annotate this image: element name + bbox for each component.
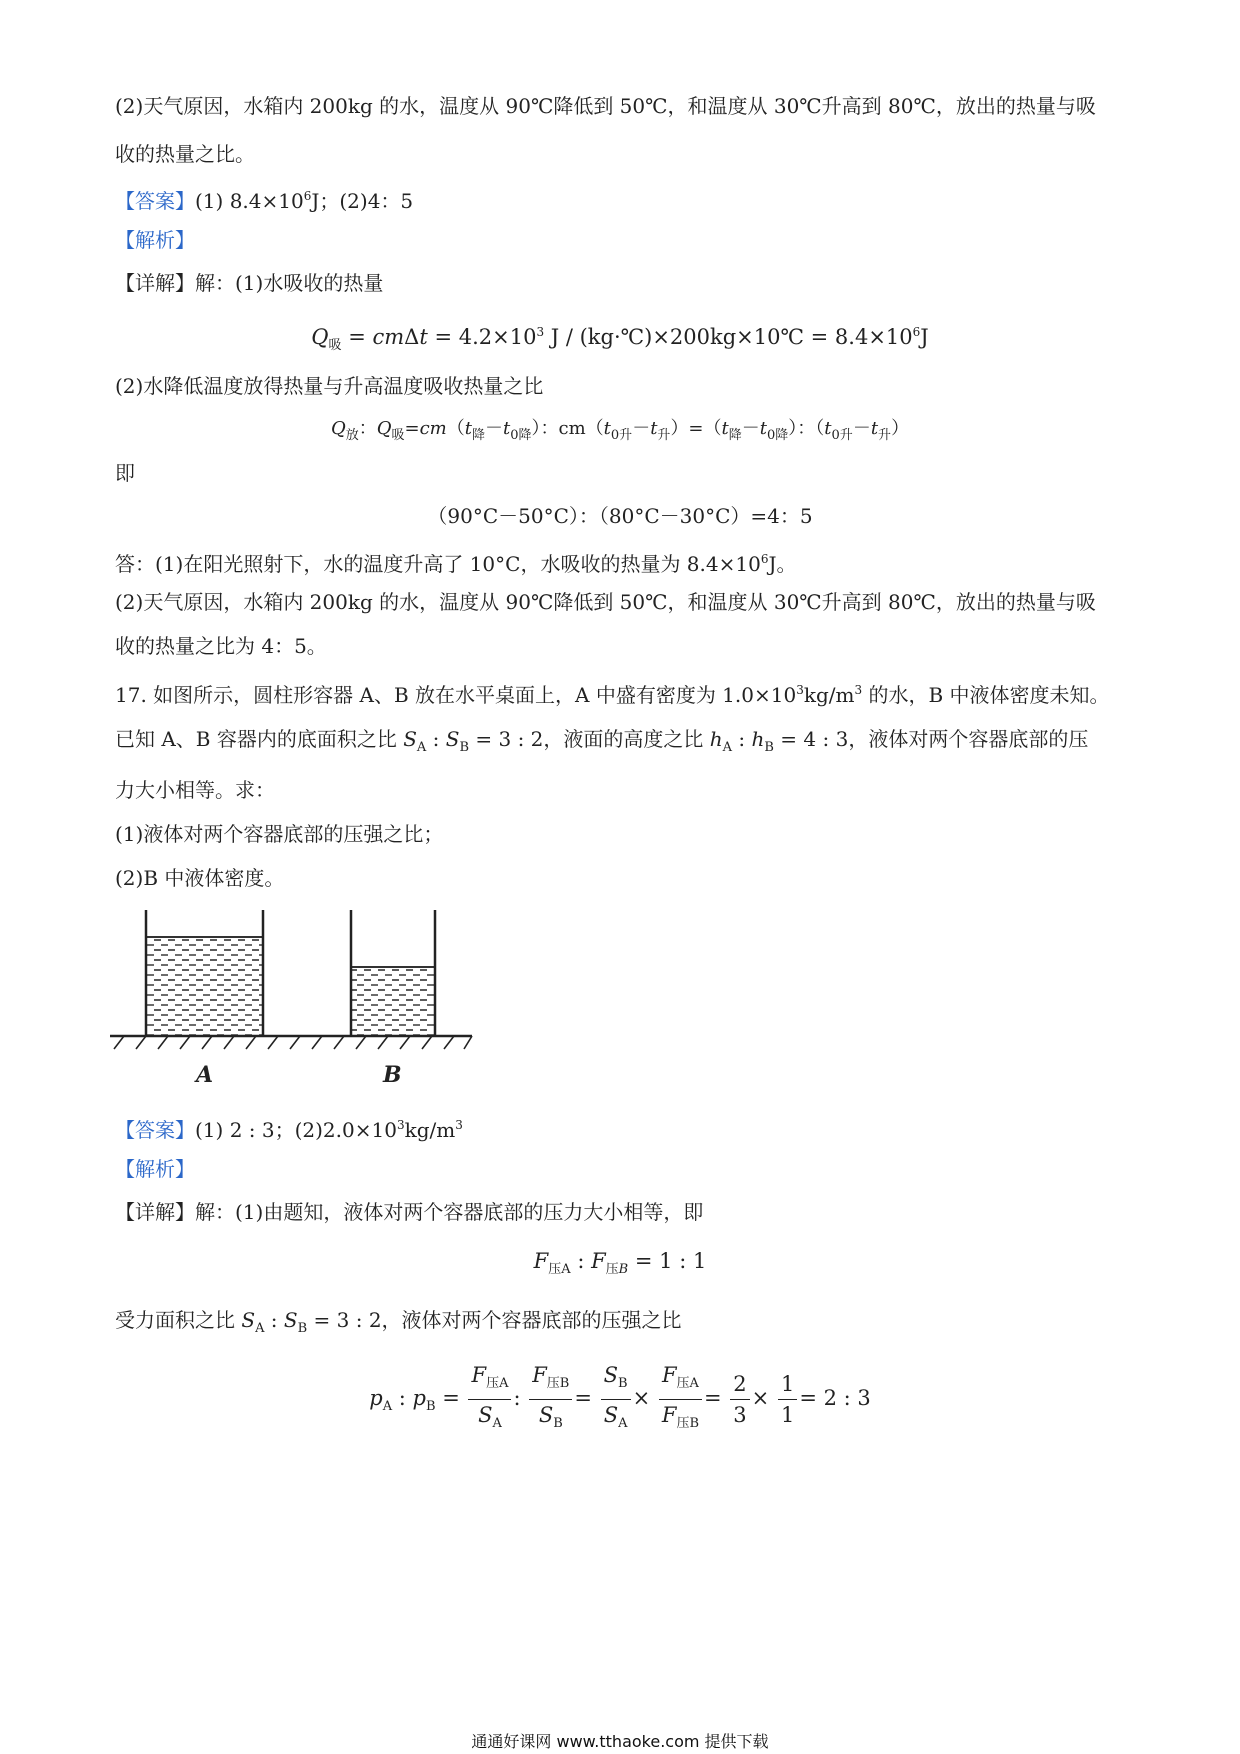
conclusion-16-part2-line2: 收的热量之比为 4：5。 [115, 634, 327, 658]
label-b: B [383, 1062, 402, 1088]
container-a [146, 910, 263, 1036]
detail-16 [115, 269, 383, 297]
ji-label: 即 [115, 461, 135, 485]
q17-line1: 17. 如图所示，圆柱形容器 A、B 放在水平桌面上，A 中盛有密度为 $1.0\times 10^3kg/m^3$ 的水，B 中液体密度未知。 [115, 683, 1110, 707]
equation-force-ratio: $F_{压A}$ : $F_{压B} = 1$ : 1 [533, 1249, 707, 1277]
container-b [351, 910, 435, 1036]
detail-intro-17: 解：(1)由题知，液体对两个容器底部的压力大小相等，即 [195, 1200, 704, 1224]
answer-16 [115, 182, 413, 215]
detail-tag: 【详解】 [115, 271, 195, 295]
q17-part1: (1)液体对两个容器底部的压强之比； [115, 822, 444, 846]
equation-numeric-ratio: （90°C－50°C）：（80°C－30°C）=4：5 [427, 504, 813, 528]
footer: 通通好课网 www.tthaoke.com 提供下载 [471, 1732, 769, 1751]
ground-hatching [110, 1036, 472, 1049]
equation-heat-ratio: $Q_放$：$Q_吸=cm(t_降-t_{0降})$：$cm(t_{0升}-t_升)=(t_降-t_{0降})$：$(t_{0升}-t_升)$ [330, 418, 910, 443]
q16-part2-line1: (2)天气原因，水箱内 200kg 的水，温度从 90℃降低到 50℃，和温度从 30℃升高到 80℃，放出的热量与吸 [115, 94, 1096, 118]
analysis-tag-16: 【解析】 [115, 228, 195, 252]
answer-tag: 【答案】 [115, 189, 195, 213]
answer-text-17: (1) 2 : 3；$(2)2.0\times 10^3kg/m^3$ [195, 1118, 463, 1142]
detail-tag-17: 【详解】 [115, 1200, 195, 1224]
q16-part2-line2: 收的热量之比。 [115, 142, 255, 166]
area-ratio-line: 受力面积之比 $S_A$ : $S_B = 3$ : 2，液体对两个容器底部的压强之比 [115, 1308, 682, 1336]
conclusion-16-part2-line1: (2)天气原因，水箱内 200kg 的水，温度从 90℃降低到 50℃，和温度从 30℃升高到 80℃，放出的热量与吸 [115, 590, 1096, 614]
conclusion-16-part1: 答：(1)在阳光照射下，水的温度升高了 10°C，水吸收的热量为 $8.4\times 10^6J$。 [115, 552, 797, 576]
equation-heat-absorbed: $Q_吸 = cm\Delta t = 4.2\times 10^3$ J / (kg·℃)×200kg×10℃ = $8.4\times 10^6J$ [311, 325, 929, 353]
answer-17 [115, 1111, 463, 1144]
analysis-tag-17: 【解析】 [115, 1157, 195, 1181]
containers-figure [110, 905, 540, 1090]
detail-17 [115, 1198, 703, 1226]
label-a: A [196, 1062, 214, 1088]
q17-part2: (2)B 中液体密度。 [115, 866, 285, 890]
q17-line2: 已知 A、B 容器内的底面积之比 $S_A$ : $S_B = 3$ : 2，液面的高度之比 $h_A$ : $h_B = 4$ : 3，液体对两个容器底部的压 [115, 727, 1089, 755]
answer-tag-17: 【答案】 [115, 1118, 195, 1142]
q17-line3: 力大小相等。求： [115, 778, 275, 802]
detail-intro: 解：(1)水吸收的热量 [195, 271, 384, 295]
answer-text: (1) $8.4\times 10^6J$；(2)4：5 [195, 189, 414, 213]
equation-pressure-ratio: $p_A$ : $p_B$ = $\frac{F_{压A}}{S_A}$ : $\frac{F_{压B}}{S_B}$ = $\frac{S_B}{S_A}$ × $\frac{F_{压A}}{F_{压B}}$ = $\frac{2}{3}$ × $\frac{1}{1}$ = 2 : 3 [0, 1360, 1240, 1439]
step2-intro-16: (2)水降低温度放得热量与升高温度吸收热量之比 [115, 374, 544, 398]
